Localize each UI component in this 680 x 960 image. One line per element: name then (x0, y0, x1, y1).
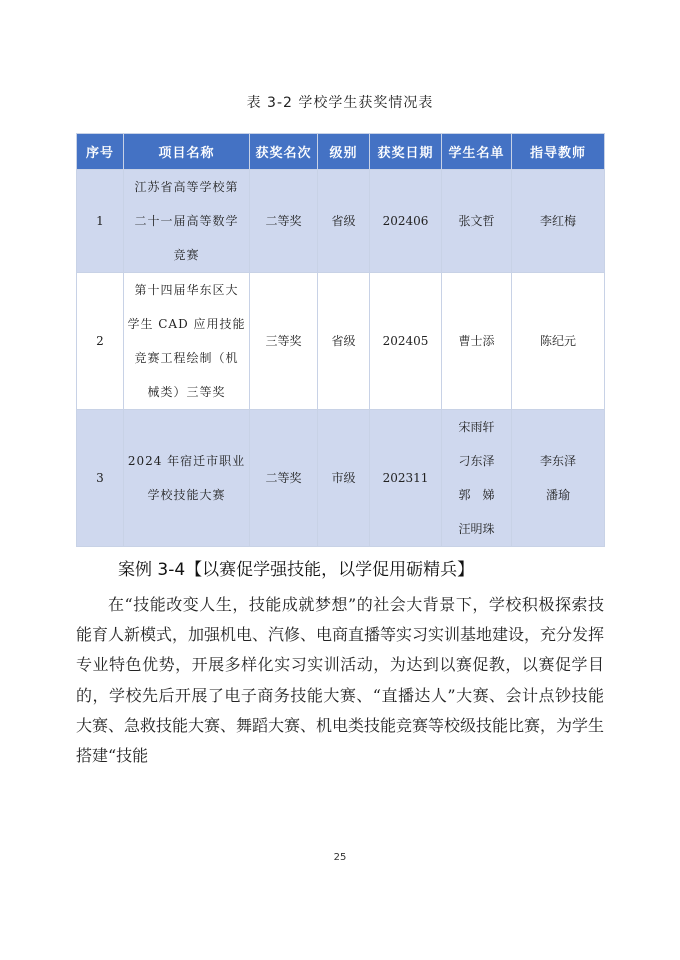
project-line: 竞赛工程绘制（机 (134, 351, 239, 365)
award-rank: 二等奖 (250, 410, 318, 547)
student-name: 张文哲 (458, 214, 495, 228)
table-caption: 表 3-2 学校学生获奖情况表 (246, 95, 434, 111)
project-line: 学生 CAD 应用技能 (127, 317, 246, 331)
row-number: 3 (77, 410, 124, 547)
row-number: 2 (77, 273, 124, 410)
header-cell: 级别 (318, 134, 370, 170)
award-date: 202406 (370, 170, 442, 273)
award-level: 省级 (318, 170, 370, 273)
award-date: 202405 (370, 273, 442, 410)
row-number: 1 (77, 170, 124, 273)
student-name: 曹士添 (458, 334, 495, 348)
project-line: 第十四届华东区大 (134, 283, 239, 297)
project-name (124, 170, 250, 273)
project-name (124, 410, 250, 547)
project-line: 械类）三等奖 (147, 385, 226, 399)
project-line: 江苏省高等学校第 (134, 180, 239, 194)
table-header-row (77, 134, 605, 170)
project-name (124, 273, 250, 410)
header-cell: 学生名单 (442, 134, 512, 170)
award-rank: 三等奖 (250, 273, 318, 410)
header-cell: 序号 (77, 134, 124, 170)
project-line: 2024 年宿迁市职业 (127, 454, 246, 468)
header-cell: 获奖日期 (370, 134, 442, 170)
award-level: 省级 (318, 273, 370, 410)
teacher-name: 李红梅 (539, 214, 576, 228)
awards-table (76, 133, 605, 547)
award-rank: 二等奖 (250, 170, 318, 273)
header-cell: 获奖名次 (250, 134, 318, 170)
page-number: 25 (333, 852, 347, 863)
teacher-list (512, 170, 605, 273)
teacher-name: 陈纪元 (539, 334, 576, 348)
student-name: 宋雨轩 (458, 420, 495, 434)
teacher-name: 李东泽 (539, 454, 576, 468)
project-line: 竞赛 (173, 248, 200, 262)
student-list (442, 170, 512, 273)
student-list (442, 410, 512, 547)
body-paragraph: 在“技能改变人生，技能成就梦想”的社会大背景下，学校积极探索技能育人新模式，加强机电、汽修、电商直播等实习实训基地建设，充分发挥专业特色优势，开展多样化实习实训活动，为达到以赛促教，以赛促学目的，学校先后开展了电子商务技能大赛、“直播达人”大赛、会计点钞技能大赛、急救技能大赛、舞蹈大赛、机电类技能竞赛等校级技能比赛，为学生搭建“技能 (76, 595, 605, 766)
student-list (442, 273, 512, 410)
header-cell: 指导教师 (512, 134, 605, 170)
project-line: 二十一届高等数学 (134, 214, 239, 228)
table-row (77, 273, 605, 410)
table-row (77, 410, 605, 547)
award-date: 202311 (370, 410, 442, 547)
teacher-name: 潘瑜 (545, 488, 570, 502)
student-name: 汪明珠 (458, 522, 495, 536)
student-name: 郭 娣 (458, 488, 495, 502)
project-line: 学校技能大赛 (147, 488, 226, 502)
case-heading: 案例 3-4【以赛促学强技能，以学促用砺精兵】 (118, 560, 475, 580)
table-row (77, 170, 605, 273)
award-level: 市级 (318, 410, 370, 547)
teacher-list (512, 410, 605, 547)
header-cell: 项目名称 (124, 134, 250, 170)
teacher-list (512, 273, 605, 410)
student-name: 刁东泽 (458, 454, 495, 468)
